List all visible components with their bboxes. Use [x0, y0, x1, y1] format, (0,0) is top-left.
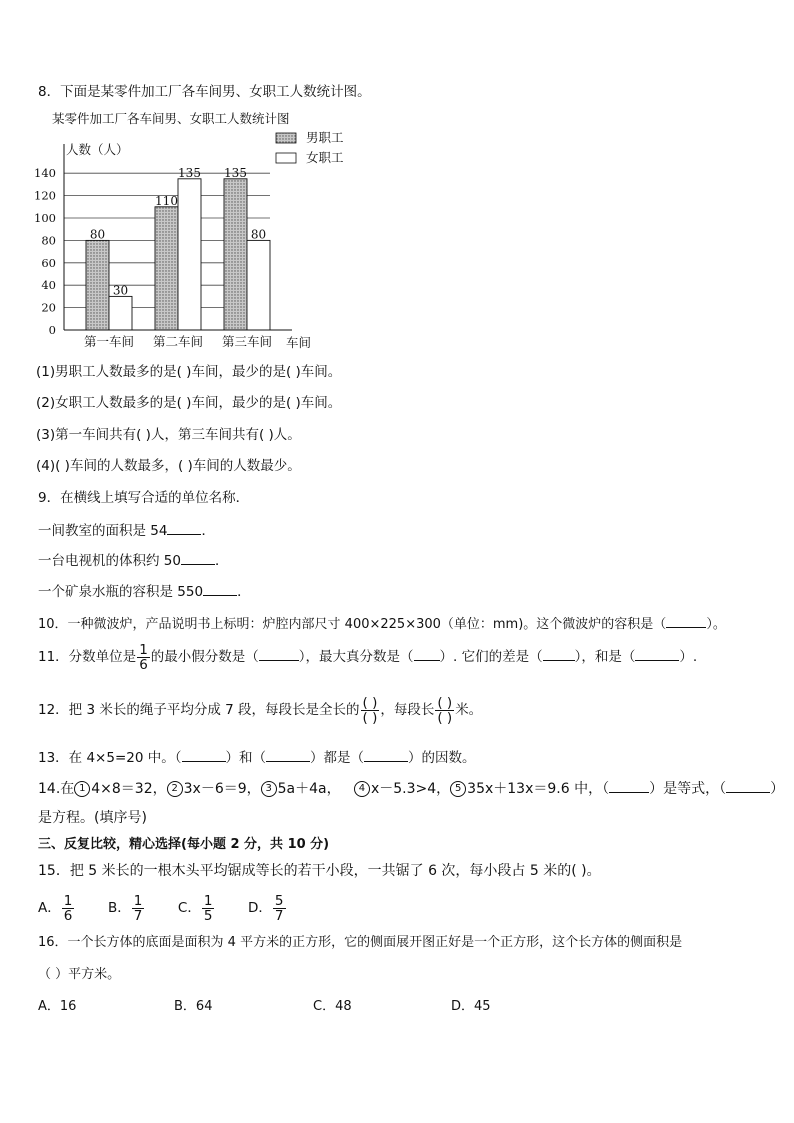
denominator: 6: [63, 907, 73, 924]
q9-line1-text: 一间教室的面积是 54: [38, 523, 168, 539]
legend: [276, 130, 344, 165]
option-c-letter: C．: [177, 900, 201, 916]
x-tick-label: 第三车间: [221, 334, 273, 349]
q13-a: 13．在 4×5=20 中。（: [38, 750, 182, 766]
q14-line2: 是方程。(填序号): [38, 810, 147, 826]
denominator: 6: [139, 656, 148, 673]
q14-mid: ）是等式，（: [649, 781, 727, 797]
q11-b: 的最小假分数是（: [150, 649, 259, 665]
circled-number-2: 2: [167, 781, 183, 797]
legend-label-male: 男职工: [306, 130, 344, 145]
option-a-letter: A．: [38, 900, 61, 916]
q12-c: 米。: [455, 702, 483, 718]
q12-a: 12．把 3 米长的绳子平均分成 7 段，每段长是全长的: [38, 702, 360, 718]
q14-item2: 3x－6＝9，: [183, 781, 261, 797]
q11-a: 11．分数单位是: [38, 649, 137, 665]
answer-blank[interactable]: [635, 646, 679, 661]
q15-options: [38, 890, 287, 926]
q10-end: ）。: [706, 617, 726, 632]
option-b[interactable]: [107, 892, 145, 924]
q11-c: ），最大真分数是（: [298, 649, 414, 665]
denominator: 5: [203, 907, 213, 924]
q8-stem: 8．下面是某零件加工厂各车间男、女职工人数统计图。: [38, 84, 371, 100]
q11-d: ）. 它们的差是（: [439, 649, 543, 665]
x-tick-label: 第二车间: [152, 334, 204, 349]
answer-blank[interactable]: [182, 747, 226, 762]
data-label: 110: [155, 193, 178, 208]
q10-line: [38, 613, 726, 635]
q16-line2: （ ）平方米。: [38, 967, 121, 982]
bar-male: [86, 240, 109, 330]
answer-blank[interactable]: [414, 646, 440, 661]
legend-swatch-female: [276, 153, 296, 163]
answer-blank[interactable]: [259, 646, 299, 661]
q10-text: 10．一种微波炉，产品说明书上标明：炉腔内部尺寸 400×225×300（单位：mm)。这个微波炉的容积是（: [38, 617, 667, 632]
data-label: 30: [112, 283, 129, 298]
q14-pre: 14.在: [38, 781, 75, 797]
denominator: 7: [274, 907, 284, 924]
q9-line2: [38, 550, 228, 571]
bar-female: [247, 240, 270, 330]
numerator: 1: [139, 641, 148, 658]
q8-sub1: (1)男职工人数最多的是( )车间，最少的是( )车间。: [36, 364, 342, 380]
q13-line: [38, 747, 476, 768]
q13-c: ）都是（: [310, 750, 364, 766]
q11-line: [38, 640, 697, 674]
q16-option-b[interactable]: B．64: [174, 999, 213, 1014]
option-a[interactable]: [38, 892, 75, 924]
q9-line3: [38, 581, 251, 602]
q16-option-a[interactable]: A．16: [38, 999, 77, 1014]
q9-line1: [38, 520, 215, 541]
q16-option-c[interactable]: C．48: [313, 999, 352, 1014]
circled-number-5: 5: [450, 781, 466, 797]
q14-item3: 5a＋4a，: [277, 781, 341, 797]
period: ．: [214, 553, 229, 569]
y-tick-label: 20: [41, 300, 56, 315]
period: ．: [201, 523, 215, 539]
denominator: 7: [133, 907, 143, 924]
fraction-option-a: [62, 894, 75, 923]
fraction-option-d: [273, 894, 286, 923]
answer-blank[interactable]: [609, 778, 649, 793]
option-c[interactable]: [177, 892, 216, 924]
numerator: 1: [63, 892, 73, 909]
numerator: 5: [274, 892, 284, 909]
q9-line2-text: 一台电视机的体积约 50: [38, 553, 181, 569]
period: ．: [237, 584, 251, 600]
circled-number-3: 3: [261, 781, 277, 797]
option-d-letter: D．: [248, 900, 272, 916]
q16-option-d[interactable]: D．45: [451, 999, 491, 1014]
circled-number-4: 4: [354, 781, 370, 797]
q11-e: ），和是（: [574, 649, 636, 665]
y-tick-label: 40: [41, 278, 56, 293]
q11-f: ）.: [679, 649, 698, 665]
y-tick-label: 60: [41, 255, 56, 270]
fraction-one-sixth: [137, 643, 150, 672]
y-tick-label: 100: [34, 211, 56, 225]
data-label: 135: [224, 165, 247, 180]
bar-male: [155, 207, 178, 330]
numerator: 1: [133, 892, 143, 909]
y-axis-label: 人数（人）: [66, 142, 129, 157]
q14-end: ）: [770, 781, 785, 797]
fraction-option-b: [132, 894, 145, 923]
y-tick-label: 0: [48, 323, 56, 337]
bar-male: [224, 179, 247, 330]
fraction-option-c: [202, 894, 215, 923]
q14-item1: 4×8＝32，: [91, 781, 167, 797]
q16-stem: 16．一个长方体的底面是面积为 4 平方米的正方形，它的侧面展开图正好是一个正方形，这个长方体的侧面积是: [38, 935, 683, 950]
x-axis-label: 车间: [286, 335, 312, 350]
circled-number-1: 1: [74, 781, 90, 797]
numerator: 1: [203, 892, 213, 909]
y-tick-label: 140: [34, 166, 56, 181]
answer-blank[interactable]: [726, 778, 770, 793]
q8-sub4: (4)( )车间的人数最多，( )车间的人数最少。: [36, 458, 301, 474]
fraction-blank[interactable]: [361, 696, 380, 725]
q13-b: ）和（: [225, 750, 266, 766]
section-3-heading: 三、反复比较，精心选择(每小题 2 分，共 10 分): [38, 837, 330, 852]
chart-title: 某零件加工厂各车间男、女职工人数统计图: [52, 111, 290, 126]
denominator-blank[interactable]: ( ): [362, 709, 378, 726]
bar-female: [178, 179, 201, 330]
q8-sub3: (3)第一车间共有( )人，第三车间共有( )人。: [36, 427, 301, 443]
answer-blank[interactable]: [364, 747, 408, 762]
q14-line1: [38, 778, 784, 799]
q13-d: ）的因数。: [408, 750, 476, 766]
answer-blank[interactable]: [543, 646, 575, 661]
legend-swatch-male: [276, 133, 296, 143]
q15-stem: 15．把 5 米长的一根木头平均锯成等长的若干小段，一共锯了 6 次，每小段占 5 米的( )。: [38, 863, 601, 879]
answer-blank[interactable]: [167, 520, 201, 535]
numerator-blank[interactable]: ( ): [437, 694, 453, 711]
data-label: 135: [178, 165, 201, 180]
y-tick-label: 80: [41, 233, 56, 248]
q14-item5: 35x＋13x＝9.6 中，（: [467, 781, 610, 797]
answer-blank[interactable]: [666, 613, 706, 628]
option-b-letter: B．: [107, 900, 131, 916]
q12-b: ，每段长: [380, 702, 435, 718]
answer-blank[interactable]: [181, 550, 215, 565]
numerator-blank[interactable]: ( ): [362, 694, 378, 711]
bar-chart: [30, 108, 370, 356]
q8-sub2: (2)女职工人数最多的是( )车间，最少的是( )车间。: [36, 395, 342, 411]
denominator-blank[interactable]: ( ): [437, 709, 453, 726]
q9-stem: 9．在横线上填写合适的单位名称．: [38, 490, 250, 506]
option-d[interactable]: [248, 892, 287, 924]
answer-blank[interactable]: [203, 581, 237, 596]
legend-label-female: 女职工: [306, 150, 344, 165]
data-label: 80: [89, 227, 106, 242]
data-label: 80: [250, 227, 267, 242]
q9-line3-text: 一个矿泉水瓶的容积是 550: [38, 584, 204, 600]
bar-female: [109, 296, 132, 330]
q14-item4: x－5.3>4，: [370, 781, 451, 797]
answer-blank[interactable]: [266, 747, 310, 762]
x-tick-label: 第一车间: [83, 334, 135, 349]
q12-line: [38, 690, 482, 730]
fraction-blank[interactable]: [435, 696, 454, 725]
y-tick-label: 120: [34, 188, 56, 203]
